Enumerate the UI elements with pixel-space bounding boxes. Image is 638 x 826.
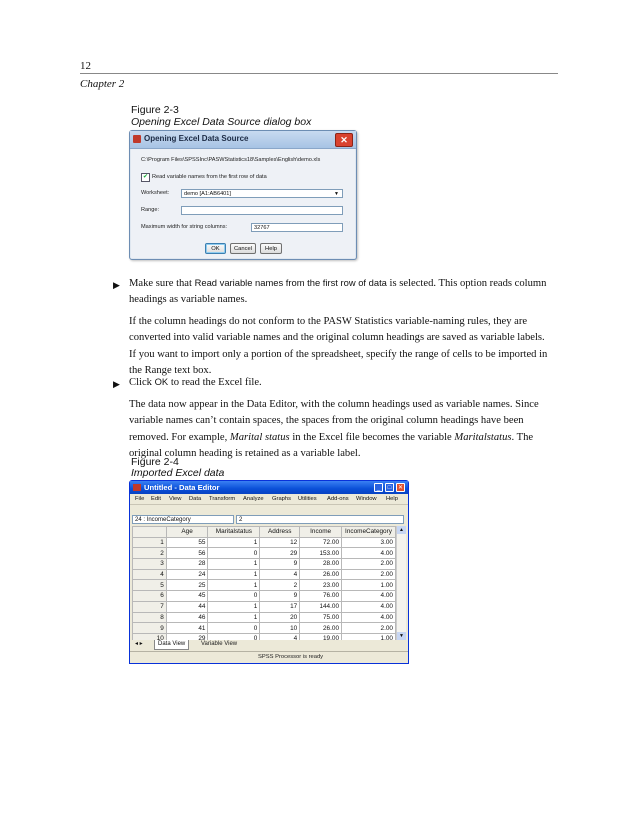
ok-button[interactable]: OK bbox=[205, 243, 226, 254]
text-run-italic: Marital status bbox=[229, 431, 290, 443]
vertical-scrollbar[interactable] bbox=[396, 526, 406, 640]
max-width-label: Maximum width for string columns: bbox=[141, 224, 228, 230]
step-1-b: is selected. This option reads column bbox=[389, 278, 547, 289]
page-number: 12 bbox=[80, 60, 91, 72]
step-2-b: to read the Excel file. bbox=[170, 377, 262, 388]
help-button[interactable]: Help bbox=[260, 243, 282, 254]
data-cell[interactable]: 75.00 bbox=[300, 612, 342, 623]
paragraph-1-line: If the column headings do not conform to the PASW Statistics variable-naming rules, they are bbox=[129, 316, 528, 327]
menu-view[interactable]: View bbox=[169, 495, 182, 502]
data-cell[interactable]: 1 bbox=[208, 601, 260, 612]
menu-add-ons[interactable]: Add-ons bbox=[327, 495, 349, 502]
data-cell[interactable]: 24 bbox=[166, 569, 208, 580]
cancel-button[interactable]: Cancel bbox=[230, 243, 256, 254]
data-cell[interactable]: 1 bbox=[208, 569, 260, 580]
data-cell[interactable]: 29 bbox=[260, 548, 300, 559]
data-cell[interactable]: 2.00 bbox=[342, 569, 396, 580]
table-row bbox=[133, 623, 396, 634]
editor-title: Untitled - Data Editor bbox=[144, 482, 220, 492]
figure-caption: Opening Excel Data Source dialog box bbox=[131, 116, 312, 128]
text-run-italic: Maritalstatus bbox=[454, 431, 512, 443]
range-input[interactable] bbox=[181, 206, 343, 215]
data-cell[interactable]: 1 bbox=[208, 580, 260, 591]
dialog-body bbox=[131, 149, 355, 258]
dialog-titlebar[interactable] bbox=[130, 131, 356, 149]
data-cell[interactable]: 0 bbox=[208, 591, 260, 602]
read-names-checkbox[interactable]: ✔ bbox=[142, 174, 149, 180]
corner-cell[interactable] bbox=[133, 527, 167, 538]
data-cell[interactable]: 17 bbox=[260, 601, 300, 612]
paragraph-2 bbox=[129, 397, 539, 462]
column-header[interactable]: Address bbox=[260, 527, 300, 538]
data-cell[interactable]: 4.00 bbox=[342, 612, 396, 623]
tab-nav-arrows-icon[interactable]: ◂ ▸ bbox=[135, 641, 143, 647]
paragraph-2-line bbox=[129, 430, 539, 446]
table-row bbox=[133, 633, 396, 640]
table-row bbox=[133, 537, 396, 548]
tab-variable-view[interactable]: Variable View bbox=[201, 641, 238, 647]
read-names-label: Read variable names from the first row of data bbox=[152, 174, 267, 180]
data-cell[interactable]: 153.00 bbox=[300, 548, 342, 559]
cell-value-input[interactable]: 2 bbox=[236, 515, 404, 524]
data-cell[interactable]: 44 bbox=[166, 601, 208, 612]
data-cell[interactable]: 0 bbox=[208, 633, 260, 640]
data-cell[interactable]: 4.00 bbox=[342, 591, 396, 602]
worksheet-value: demo [A1:AB6401] bbox=[184, 191, 231, 197]
data-cell[interactable]: 26.00 bbox=[300, 569, 342, 580]
menu-file[interactable]: File bbox=[135, 495, 145, 502]
column-header[interactable]: IncomeCategory bbox=[342, 527, 396, 538]
menu-edit[interactable]: Edit bbox=[151, 495, 161, 502]
step-1-line2: headings as variable names. bbox=[129, 294, 248, 305]
table-row bbox=[133, 601, 396, 612]
max-width-input[interactable]: 32767 bbox=[251, 223, 343, 232]
row-number[interactable]: 7 bbox=[133, 601, 167, 612]
dialog-title: Opening Excel Data Source bbox=[144, 134, 249, 143]
data-cell[interactable]: 1 bbox=[208, 559, 260, 570]
data-cell[interactable]: 1 bbox=[208, 537, 260, 548]
table-row bbox=[133, 559, 396, 570]
paragraph-1 bbox=[129, 314, 547, 379]
row-number[interactable]: 4 bbox=[133, 569, 167, 580]
table-row bbox=[133, 591, 396, 602]
data-cell[interactable]: 4.00 bbox=[342, 548, 396, 559]
data-cell[interactable]: 45 bbox=[166, 591, 208, 602]
chapter-heading: Chapter 2 bbox=[80, 78, 125, 90]
close-icon[interactable]: ✕ bbox=[335, 133, 353, 147]
data-cell[interactable]: 55 bbox=[166, 537, 208, 548]
data-cell[interactable]: 26.00 bbox=[300, 623, 342, 634]
data-cell[interactable]: 56 bbox=[166, 548, 208, 559]
app-icon bbox=[133, 135, 141, 143]
worksheet-label: Worksheet: bbox=[141, 190, 170, 196]
range-label: Range: bbox=[141, 207, 160, 213]
excel-data-source-dialog bbox=[129, 130, 357, 260]
table-row bbox=[133, 569, 396, 580]
data-cell[interactable]: 28 bbox=[166, 559, 208, 570]
row-number[interactable]: 1 bbox=[133, 537, 167, 548]
column-header[interactable]: Maritalstatus bbox=[208, 527, 260, 538]
figure-caption: Imported Excel data bbox=[131, 467, 225, 479]
data-cell[interactable]: 1.00 bbox=[342, 580, 396, 591]
table-row bbox=[133, 580, 396, 591]
editor-titlebar[interactable] bbox=[130, 481, 408, 494]
data-table bbox=[132, 526, 396, 640]
file-path: C:\Program Files\SPSSInc\PASWStatistics18\Samples\English\demo.xls bbox=[141, 157, 321, 163]
step-2-text bbox=[129, 374, 262, 391]
data-cell[interactable]: 19.00 bbox=[300, 633, 342, 640]
data-cell[interactable]: 144.00 bbox=[300, 601, 342, 612]
menu-analyze[interactable]: Analyze bbox=[243, 495, 264, 502]
table-header-row bbox=[133, 527, 396, 538]
data-cell[interactable]: 28.00 bbox=[300, 559, 342, 570]
cell-reference: 24 : IncomeCategory bbox=[132, 515, 234, 524]
row-number[interactable]: 9 bbox=[133, 623, 167, 634]
menu-bar bbox=[130, 494, 408, 504]
data-cell[interactable]: 9 bbox=[260, 559, 300, 570]
data-cell[interactable]: 0 bbox=[208, 548, 260, 559]
paragraph-1-line: converted into valid variable names and the original column headings are saved as variable labels. bbox=[129, 332, 545, 344]
app-icon bbox=[133, 484, 141, 491]
table-row bbox=[133, 548, 396, 559]
data-cell[interactable]: 4.00 bbox=[342, 601, 396, 612]
row-number[interactable]: 10 bbox=[133, 633, 167, 640]
paragraph-1-line: the Range text box. bbox=[129, 364, 212, 376]
paragraph-2-line: variable names can’t contain spaces, the spaces from the original column headings have been bbox=[129, 415, 524, 427]
close-icon[interactable]: ✕ bbox=[397, 485, 404, 491]
data-cell[interactable]: 29 bbox=[166, 633, 208, 640]
view-tabs bbox=[132, 640, 396, 649]
menu-data[interactable]: Data bbox=[189, 495, 202, 502]
data-cell[interactable]: 2.00 bbox=[342, 559, 396, 570]
header-rule bbox=[80, 73, 558, 74]
step-1-text bbox=[129, 275, 546, 292]
paragraph-2-line: original column heading is retained as a variable label. bbox=[129, 447, 361, 459]
data-cell[interactable]: 12 bbox=[260, 537, 300, 548]
minimize-icon[interactable]: _ bbox=[374, 483, 383, 492]
data-cell[interactable]: 3.00 bbox=[342, 537, 396, 548]
step-2-term: OK bbox=[154, 376, 169, 387]
menu-help[interactable]: Help bbox=[386, 495, 398, 502]
data-cell[interactable]: 46 bbox=[166, 612, 208, 623]
step-1-term: Read variable names from the first row of data bbox=[194, 277, 387, 288]
data-cell[interactable]: 0 bbox=[208, 623, 260, 634]
maximize-icon[interactable]: □ bbox=[385, 483, 394, 492]
data-cell[interactable]: 4 bbox=[260, 633, 300, 640]
toolbar bbox=[130, 504, 408, 515]
figure-label: Figure 2-4 bbox=[131, 456, 179, 468]
paragraph-2-line: The data now appear in the Data Editor, with the column headings used as variable names. Since bbox=[129, 399, 539, 410]
paragraph-1-line: If you want to import only a portion of the spreadsheet, specify the range of cells to be imported in bbox=[129, 348, 548, 360]
text-run: . The bbox=[511, 431, 534, 443]
status-bar bbox=[130, 651, 408, 663]
status-text: SPSS Processor is ready bbox=[258, 654, 324, 660]
data-cell[interactable]: 2.00 bbox=[342, 623, 396, 634]
data-cell[interactable]: 23.00 bbox=[300, 580, 342, 591]
menu-graphs[interactable]: Graphs bbox=[272, 495, 292, 502]
bullet-arrow-icon: ▶ bbox=[113, 280, 120, 290]
row-number[interactable]: 2 bbox=[133, 548, 167, 559]
scroll-up-icon[interactable]: ▲ bbox=[397, 526, 406, 534]
scroll-down-icon[interactable]: ▼ bbox=[397, 632, 406, 640]
data-cell[interactable]: 41 bbox=[166, 623, 208, 634]
data-cell[interactable]: 1.00 bbox=[342, 633, 396, 640]
text-run: removed. For example, bbox=[129, 431, 228, 443]
worksheet-select[interactable] bbox=[181, 189, 343, 198]
bullet-arrow-icon: ▶ bbox=[113, 379, 120, 389]
row-number[interactable]: 5 bbox=[133, 580, 167, 591]
figure-label: Figure 2-3 bbox=[131, 104, 179, 116]
step-1-a: Make sure that bbox=[129, 278, 192, 289]
menu-transform[interactable]: Transform bbox=[209, 495, 236, 502]
column-header[interactable]: Age bbox=[166, 527, 208, 538]
tab-data-view[interactable]: Data View bbox=[154, 640, 189, 650]
table-row bbox=[133, 612, 396, 623]
data-grid bbox=[132, 526, 396, 640]
data-cell[interactable]: 2 bbox=[260, 580, 300, 591]
menu-window[interactable]: Window bbox=[356, 495, 377, 502]
data-cell[interactable]: 20 bbox=[260, 612, 300, 623]
row-number[interactable]: 6 bbox=[133, 591, 167, 602]
data-cell[interactable]: 4 bbox=[260, 569, 300, 580]
column-header[interactable]: Income bbox=[300, 527, 342, 538]
step-2-a: Click bbox=[129, 377, 152, 388]
data-cell[interactable]: 9 bbox=[260, 591, 300, 602]
data-cell[interactable]: 72.00 bbox=[300, 537, 342, 548]
row-number[interactable]: 3 bbox=[133, 559, 167, 570]
data-cell[interactable]: 10 bbox=[260, 623, 300, 634]
data-cell[interactable]: 1 bbox=[208, 612, 260, 623]
chevron-down-icon[interactable]: ▼ bbox=[334, 191, 339, 197]
data-cell[interactable]: 76.00 bbox=[300, 591, 342, 602]
data-editor-window bbox=[129, 480, 409, 664]
menu-utilities[interactable]: Utilities bbox=[298, 495, 317, 502]
text-run: in the Excel file becomes the variable bbox=[292, 431, 452, 443]
row-number[interactable]: 8 bbox=[133, 612, 167, 623]
data-cell[interactable]: 25 bbox=[166, 580, 208, 591]
